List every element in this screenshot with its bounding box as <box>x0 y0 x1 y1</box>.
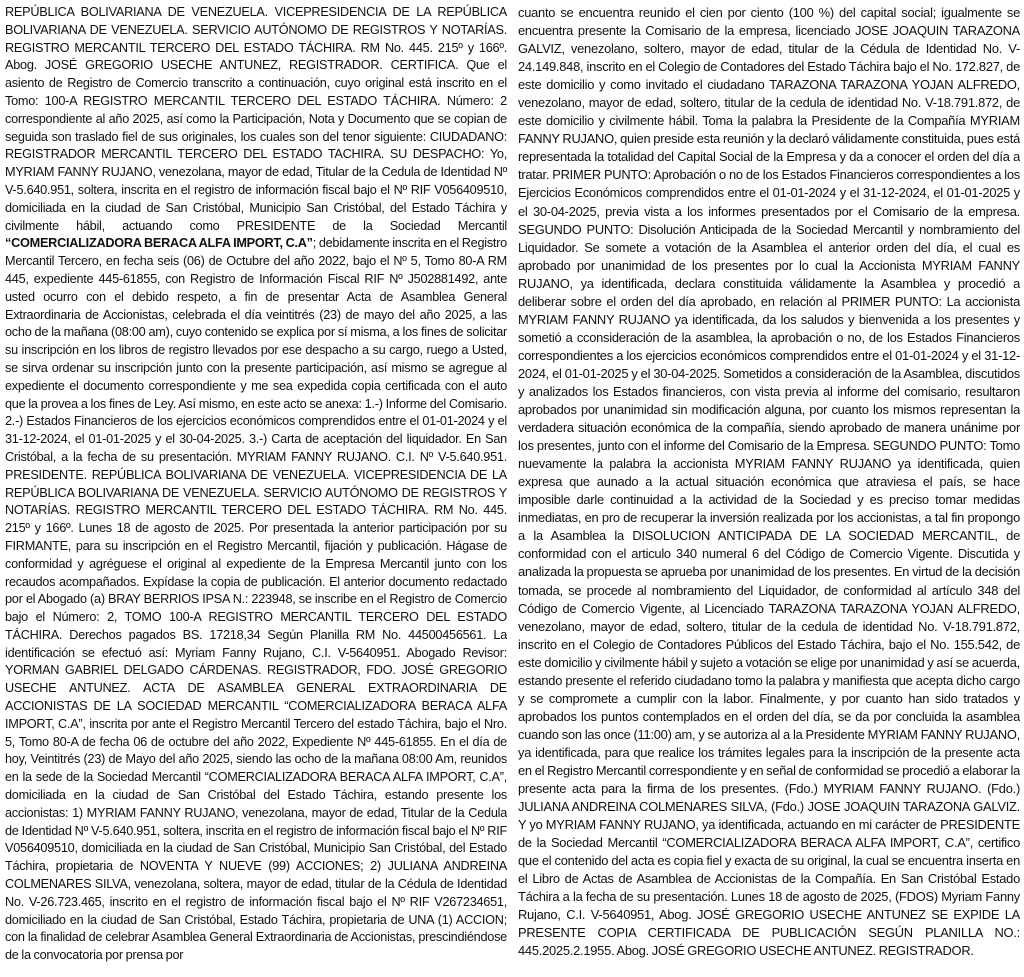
notice-text-part-2: ; debidamente inscrita en el Registro Mercantil Tercero, en fecha seis (06) de Octubre del año 2022, bajo el Nº 5, Tomo 80-A RM 445, expediente 445-61855, con Registro de Información Fiscal RIF Nº J502881492, ante usted ocurro con el debido respeto, a fin de presentar Acta de Asamblea General Extraordinaria de Accionistas, celebrada el día veintitrés (23) de mayo del año 2025, a las ocho de la mañana (08:00 am), cuyo contenido se explica por sí misma, a los fines de solicitar su inscripción en los libros de registro llevados por ese despacho a su cargo, ruego a Usted, se sirva ordenar su inscripción junto con la presente participación, así mismo se agregue al expediente el documento correspondiente y me sea expedida copia certificada con el auto que la provea a los fines de Ley. Así mismo, en este acto se anexa: 1.-) Informe del Comisario. 2.-) Estados Financieros de los ejercicios económicos comprendidos entre el 01-01-2024 y el 31-12-2024, el 01-01-2025 y el 30-04-2025. 3.-) Carta de aceptación del liquidador. En San Cristóbal, a la fecha de su presentación. MYRIAM FANNY RUJANO. C.I. Nº V-5.640.951. PRESIDENTE. REPÚBLICA BOLIVARIANA DE VENEZUELA. VICEPRESIDENCIA DE LA REPÚBLICA BOLIVARIANA DE VENEZUELA. SERVICIO AUTÓNOMO DE REGISTROS Y NOTARÍAS. REGISTRO MERCANTIL TERCERO DEL ESTADO TÁCHIRA. RM No. 445. 215º y 166º. Lunes 18 de agosto de 2025. Por presentada la anterior participación por su FIRMANTE, para su inscripción en el Registro Mercantil, fijación y publicación. Hágase de conformidad y agréguese el original al expediente de la Empresa Mercantil junto con los recaudos acompañados. Expídase la copia de publicación. El anterior documento redactado por el Abogado (a) BRAY BERRIOS IPSA N.: 223948, se inscribe en el Registro de Comercio bajo el Número: 2, TOMO 100-A REGISTRO MERCANTIL TERCERO DEL ESTADO TÁCHIRA. Derechos pagados BS. 17218,34 Según Planilla RM No. 44500456561. La identificación se efectuó así: Myriam Fanny Rujano, C.I. V-5640951. Abogado Revisor: YORMAN GABRIEL DELGADO CÁRDENAS. REGISTRADOR, FDO. JOSÉ GREGORIO USECHE ANTUNEZ. ACTA DE ASAMBLEA GENERAL EXTRAORDINARIA DE ACCIONISTAS DE LA SOCIEDAD MERCANTIL “COMERCIALIZADORA BERACA ALFA IMPORT, C.A”, inscrita por ante el Registro Mercantil Tercero del estado Táchira, bajo el Nro. 5, Tomo 80-A de fecha 06 de octubre del año 2022, Expediente Nº 445-61855. En el día de hoy, Veintitrés (23) de Mayo del año 2025, siendo las ocho de la mañana 08:00 Am, reunidos en la sede de la Sociedad Mercantil “COMERCIALIZADORA BERACA ALFA IMPORT, C.A”, domiciliada en la ciudad de San Cristóbal del Estado Táchira, estando presente los accionistas: 1) MYRIAM FANNY RUJANO, venezolana, mayor de edad, Titular de la Cedula de Identidad Nº V-5.640.951, soltera, inscrita en el registro de información fiscal bajo el Nº RIF V056409510, domiciliada en la ciudad de San Cristóbal, Municipio San Cristóbal, del Estado Táchira, propietaria de NOVENTA Y NUEVE (99) ACCIONES; 2) JULIANA ANDREINA COLMENARES SILVA, venezolana, soltera, mayor de edad, titular de la Cédula de Identidad No. V-26.723.465, inscrito en el registro de información fiscal bajo el Nº RIF V267234651, domiciliado en la ciudad de San Cristóbal, Estado Táchira, propietaria de UNA (1) ACCION; con la finalidad de celebrar Asamblea General Extraordinaria de Accionistas, prescindiéndose de la convocatoria por prensa por <box>5 236 507 963</box>
right-column <box>518 4 1020 973</box>
right-column-paragraph: cuanto se encuentra reunido el cien por ciento (100 %) del capital social; igualmente se encuentra presente la Comisario de la empresa, licenciado JOSE JOAQUIN TARAZONA GALVIZ, venezolano, soltero, mayor de edad, titular de la Cédula de Identidad No. V-24.149.848, inscrito en el Colegio de Contadores del Estado Táchira bajo el No. 172.827, de este domicilio y como invitado el ciudadano TARAZONA TARAZONA YOJAN ALFREDO, venezolano, mayor de edad, soltero, titular de la cedula de identidad No. V-18.791.872, de este domicilio y civilmente hábil. Toma la palabra la Presidente de la Compañía MYRIAM FANNY RUJANO, quien preside esta reunión y la declaró válidamente constituida, pues está representada la totalidad del Capital Social de la Empresa y da a conocer el orden del día a tratar. PRIMER PUNTO: Aprobación o no de los Estados Financieros correspondientes a los Ejercicios Económicos comprendidos entre el 01-01-2024 y el 31-12-2024, el 01-01-2025 y el 30-04-2025, previa vista a los informes presentados por el Comisario de la empresa. SEGUNDO PUNTO: Disolución Anticipada de la Sociedad Mercantil y nombramiento del Liquidador. Se somete a votación de la Asamblea el anterior orden del día, el cual es aprobado por unanimidad de los presentes por lo cual la Accionista MYRIAM FANNY RUJANO, ya identificada, declara constituida válidamente la Asamblea y procedió a deliberar sobre el orden del día aprobado, en relación al PRIMER PUNTO: La accionista MYRIAM FANNY RUJANO ya identificada, da los saludos y bienvenida a los presentes y sometió a cconsideración de la asamblea, la aprobación o no, de los Estados Financieros correspondientes a los ejercicios económicos comprendidos entre el 01-01-2024 y el 31-12-2024, el 01-01-2025 y el 30-04-2025. Sometidos a consideración de la Asamblea, discutidos y analizados los Estados financieros, con vista previa al informe del comisario, resultaron aprobados por unanimidad sin modificación alguna, por cuanto los mismos representan la verdadera situación económica de la compañía, siendo aprobado de manera unánime por los presentes, junto con el informe del Comisario de la Empresa. SEGUNDO PUNTO: Tomo nuevamente la palabra la accionista MYRIAM FANNY RUJANO ya identificada, quien expresa que aunado a la actual situación económica que atraviesa el país, se hace imposible darle continuidad a la actividad de la Sociedad y es preciso tomar medidas inmediatas, en pro de recuperar la inversión realizada por los accionistas, a tal fin propongo a la Asamblea la DISOLUCION ANTICIPADA DE LA SOCIEDAD MERCANTIL, de conformidad con el articulo 340 numeral 6 del Código de Comercio Vigente. Discutida y analizada la propuesta se aprueba por unanimidad de los presentes. En virtud de la decisión tomada, se procede al nombramiento del Liquidador, de conformidad al artículo 348 del Código de Comercio Vigente, al Licenciado TARAZONA TARAZONA YOJAN ALFREDO, venezolano, mayor de edad, soltero, titular de la cedula de identidad No. V-18.791.872, inscrito en el Colegio de Contadores Públicos del Estado Táchira, bajo el No. 155.542, de este domicilio y civilmente hábil y sujeto a votación se elige por unanimidad y así se acuerda, estando presente el referido ciudadano tomo la palabra y manifiesta que acepta dicho cargo y se compromete a cumplir con la labor. Finalmente, y por cuanto han sido tratados y aprobados los puntos contemplados en el orden del día, se da por concluida la asamblea cuando son las once (11:00) am, y se autoriza al a la Presidente MYRIAM FANNY RUJANO, ya identificada, para que realice los trámites legales para la inscripción de la presente acta en el Registro Mercantil correspondiente y en señal de conformidad se procedió a elaborar la presente acta para la firma de los presentes. (Fdo.) MYRIAM FANNY RUJANO. (Fdo.) JULIANA ANDREINA COLMENARES SILVA, (Fdo.) JOSE JOAQUIN TARAZONA GALVIZ. Y yo MYRIAM FANNY RUJANO, ya identificada, actuando en mi carácter de PRESIDENTE de la Sociedad Mercantil “COMERCIALIZADORA BERACA ALFA IMPORT, C.A”, certifico que el contenido del acta es copia fiel y exacta de su original, la cual se encuentra inserta en el Libro de Actas de Asamblea de Accionistas de la Compañía. En San Cristóbal Estado Táchira a la fecha de su presentación. Lunes 18 de agosto de 2025, (FDOS) Myriam Fanny Rujano, C.I. V-5640951, Abog. JOSÉ GREGORIO USECHE ANTUNEZ SE EXPIDE LA PRESENTE COPIA CERTIFICADA DE PUBLICACIÓN SEGÚN PLANILLA NO.: 445.2025.2.1955. Abog. JOSÉ GREGORIO USECHE ANTUNEZ. REGISTRADOR. <box>518 5 1020 959</box>
left-column <box>5 4 507 973</box>
left-column-paragraph <box>5 4 507 965</box>
notice-text-part-1: REPÚBLICA BOLIVARIANA DE VENEZUELA. VICEPRESIDENCIA DE LA REPÚBLICA BOLIVARIANA DE VENEZUELA. SERVICIO AUTÓNOMO DE REGISTROS Y NOTARÍAS. REGISTRO MERCANTIL TERCERO DEL ESTADO TÁCHIRA. RM No. 445. 215º y 166º. Abog. JOSÉ GREGORIO USECHE ANTUNEZ, REGISTRADOR. CERTIFICA. Que el asiento de Registro de Comercio transcrito a continuación, cuyo original está inscrito en el Tomo: 100-A REGISTRO MERCANTIL TERCERO DEL ESTADO TÁCHIRA. Número: 2 correspondiente al año 2025, así como la Participación, Nota y Documento que se copian de seguida son traslado fiel de sus originales, los cuales son del tenor siguiente: CIUDADANO: REGISTRADOR MERCANTIL TERCERO DEL ESTADO TACHIRA. SU DESPACHO: Yo, MYRIAM FANNY RUJANO, venezolana, mayor de edad, Titular de la Cedula de Identidad Nº V-5.640.951, soltera, inscrita en el registro de información fiscal bajo el Nº RIF V056409510, domiciliada en la ciudad de San Cristóbal, Municipio San Cristóbal, del Estado Táchira y civilmente hábil, actuando como PRESIDENTE de la Sociedad Mercantil <box>5 5 507 233</box>
company-name-bold: “COMERCIALIZADORA BERACA ALFA IMPORT, C.A” <box>5 236 313 251</box>
